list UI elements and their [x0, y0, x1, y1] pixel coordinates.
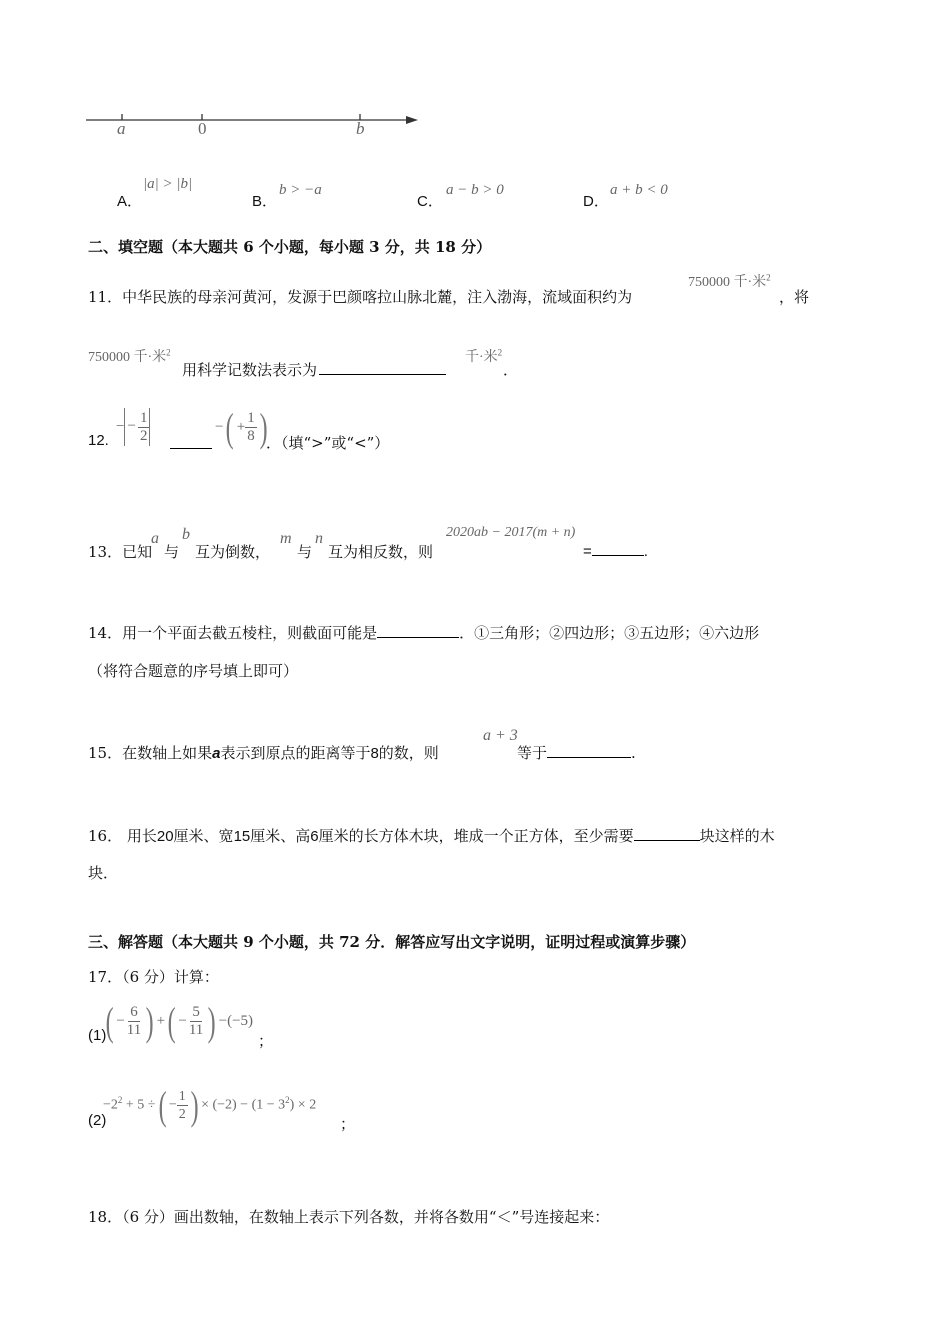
q17-p1-end: ； — [258, 1032, 274, 1050]
option-a-letter: A． — [117, 193, 143, 210]
option-d-expr: a + b < 0 — [610, 182, 668, 198]
q17-p1-expr: ( − $\frac{6}{11}$ ) +( − $\frac{5}{11}$ ) −(−5) — [105, 999, 254, 1044]
q13-text3: 互为相反数，则 — [328, 543, 434, 561]
q15-answer-blank[interactable] — [547, 743, 631, 758]
q17-title: 17．（6 分）计算： — [88, 968, 219, 986]
number-line-label-b: b — [356, 119, 365, 138]
q17-p1-b-num: 5 — [192, 1004, 200, 1020]
q16-line2: 块． — [88, 864, 119, 882]
q13-m: m — [280, 530, 292, 547]
q11-text3: 用科学记数法表示为 — [182, 359, 446, 380]
number-line-label-a: a — [117, 119, 126, 138]
number-line-label-0: 0 — [198, 119, 207, 138]
q13-text2: 互为倒数， — [195, 543, 271, 561]
q16-line1: 16． 用长20厘米、宽15厘米、高6厘米的长方体木块，堆成一个正方体，至少需要 块这样的木 — [88, 827, 775, 845]
q12-answer-blank-wrap — [170, 434, 212, 453]
q18-text: 18．（6 分）画出数轴，在数轴上表示下列各数，并将各数用“＜”号连接起来： — [88, 1208, 610, 1226]
q11-area-sq-2: 2 — [166, 347, 171, 358]
q12-right-den: 8 — [247, 428, 255, 444]
q12-left-num: 1 — [139, 409, 148, 426]
q11-text1: 11．中华民族的母亲河黄河，发源于巴颜喀拉山脉北麓，注入渤海，流域面积约为 — [88, 288, 633, 306]
q16-answer-blank[interactable] — [634, 826, 700, 841]
q12-left-den: 2 — [139, 427, 148, 444]
q17-p1-label: (1) — [88, 1027, 107, 1044]
option-b-letter: B． — [252, 193, 278, 210]
option-b-expr: b > −a — [279, 182, 322, 198]
q13-text1: 13．已知 — [88, 543, 153, 561]
q13-yu2: 与 — [297, 543, 313, 561]
q11-answer-blank[interactable] — [319, 360, 446, 375]
q13-a: a — [151, 530, 159, 547]
q12-hint: ．（填“>”或“<”） — [266, 434, 390, 452]
q15-expr: a + 3 — [483, 727, 518, 744]
q17-p1-a-num: 6 — [130, 1004, 138, 1020]
option-c-expr: a − b > 0 — [446, 182, 504, 198]
q13-eq: = . — [583, 543, 648, 560]
q11-area-value-2: 750000 千·米 — [88, 350, 167, 365]
q12-answer-blank[interactable] — [170, 434, 212, 449]
q12-right-expr: −( + $\frac{1}{8}$ ) — [215, 405, 268, 450]
q11-area — [688, 271, 771, 291]
q17-p2-end: ； — [340, 1115, 356, 1133]
option-a-expr: |a| > |b| — [143, 176, 193, 192]
q13-b: b — [182, 526, 190, 543]
q12-right-num: 1 — [247, 410, 255, 426]
option-d-letter: D． — [583, 193, 609, 210]
q13-n: n — [315, 530, 323, 547]
q17-p1-a-den: 11 — [126, 1022, 142, 1038]
q13-answer-blank[interactable] — [592, 541, 644, 556]
q14-line1: 14．用一个平面去截五棱柱，则截面可能是 ．①三角形；②四边形；③五边形；④六边形 — [88, 624, 760, 642]
q11-area-value: 750000 千·米 — [688, 275, 767, 290]
option-c-letter: C． — [417, 193, 443, 210]
q13-yu1: 与 — [164, 543, 180, 561]
q11-text2: ，将 — [779, 288, 810, 306]
q15-a: a — [212, 745, 221, 762]
q15-text4: 等于 . — [517, 744, 636, 762]
q15-eight: 8 — [370, 745, 379, 762]
q11-area-sq: 2 — [766, 272, 771, 283]
q11-unit: 千·米$^2$ — [465, 347, 503, 365]
q13-expr: 2020ab − 2017(m + n) — [446, 525, 576, 540]
q12-number: 12. — [88, 432, 109, 449]
q15-text1: 15．在数轴上如果a表示到原点的距离等于8的数，则 — [88, 744, 439, 762]
q11-unit-sq: 2 — [497, 347, 503, 358]
number-line — [80, 105, 430, 145]
q17-p2-den: 2 — [178, 1107, 186, 1122]
q17-p2-expr: $-2^2 + 5$ ÷( − $\frac{1}{2}$ ) × $(-2) - (1 - 3^2) \times 2$ — [103, 1083, 317, 1128]
q12-left-expr: − − $\frac{1}{2}$ — [116, 408, 150, 446]
q17-p1-b-den: 11 — [188, 1022, 204, 1038]
section3-heading: 三、解答题（本大题共 9 个小题，共 72 分．解答应写出文字说明，证明过程或演算步骤） — [88, 933, 696, 951]
q11-end: ． — [503, 361, 519, 379]
q17-p2-label: (2) — [88, 1112, 107, 1129]
q17-p2-num: 1 — [178, 1089, 186, 1104]
q14-answer-blank[interactable] — [377, 623, 459, 638]
section2-heading: 二、填空题（本大题共 6 个小题，每小题 3 分，共 18 分） — [88, 238, 492, 256]
q14-line2: （将符合题意的序号填上即可） — [88, 662, 299, 680]
q11-area-again — [88, 346, 171, 366]
